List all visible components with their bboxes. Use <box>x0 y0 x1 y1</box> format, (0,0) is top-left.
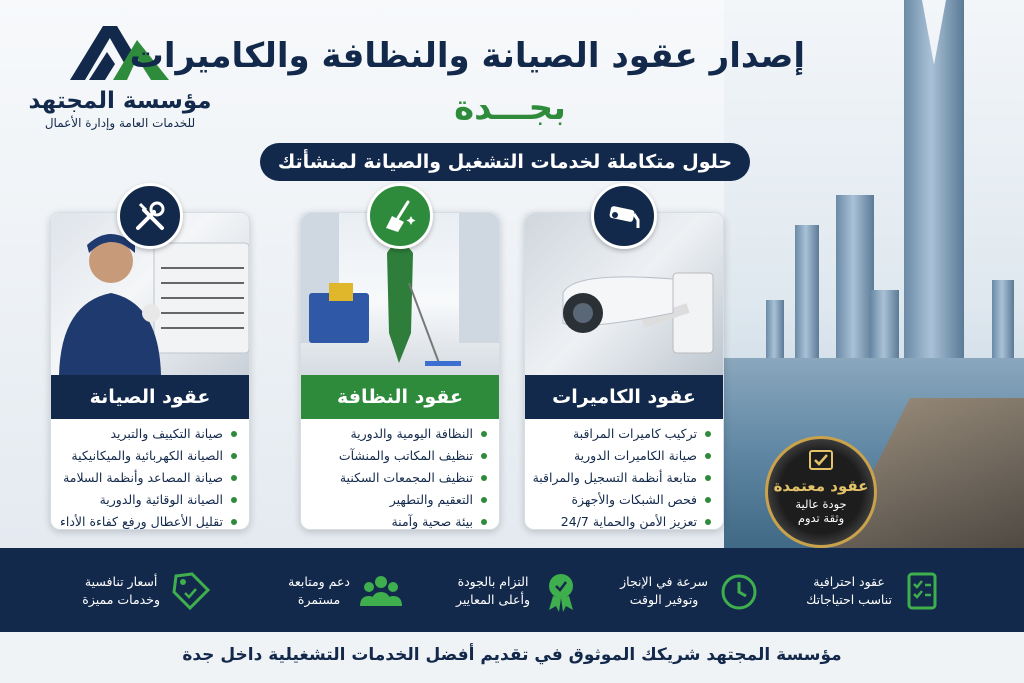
cameras-badge <box>591 183 657 249</box>
card-maintenance <box>50 212 250 530</box>
list-item: صيانة التكييف والتبريد <box>61 423 239 445</box>
feature-line-1: أسعار تنافسية <box>84 574 158 589</box>
clock-icon <box>716 568 762 614</box>
cameras-list <box>532 423 713 533</box>
feature-line-1: عقود احترافية <box>813 574 885 589</box>
maintenance-badge <box>117 183 183 249</box>
card-cleaning <box>300 212 500 530</box>
feature-line-2: تناسب احتياجاتك <box>806 592 892 607</box>
cleaning-list <box>311 423 489 533</box>
list-item: الصيانة الوقائية والدورية <box>61 489 239 511</box>
feature-line-2: وأعلى المعايير <box>456 592 530 607</box>
team-support-icon <box>358 568 404 614</box>
cleaning-badge <box>367 183 433 249</box>
card-cameras <box>524 212 724 530</box>
maintenance-list <box>61 423 239 533</box>
price-tag-icon <box>168 568 214 614</box>
certified-seal <box>765 436 877 548</box>
city-title: بجـــدة <box>454 88 566 128</box>
certificate-check-icon <box>808 449 834 471</box>
list-item: تركيب كاميرات المراقبة <box>535 423 713 445</box>
list-item: تعزيز الأمن والحماية 24/7 <box>535 511 713 533</box>
feature-line-1: سرعة في الإنجاز <box>620 574 708 589</box>
list-item: فحص الشبكات والأجهزة <box>535 489 713 511</box>
list-item: متابعة أنظمة التسجيل والمراقبة <box>535 467 713 489</box>
list-item: التعقيم والتطهير <box>311 489 489 511</box>
list-item: الصيانة الكهربائية والميكانيكية <box>61 445 239 467</box>
seal-line-2: وثقة تدوم <box>797 511 845 525</box>
list-item: تنظيف المجمعات السكنية <box>311 467 489 489</box>
feature-contracts <box>806 566 946 616</box>
feature-line-1: التزام بالجودة <box>457 574 529 589</box>
feature-quality <box>456 566 584 616</box>
feature-support <box>288 566 404 616</box>
quality-award-icon <box>538 568 584 614</box>
list-item: النظافة اليومية والدورية <box>311 423 489 445</box>
brand-name: مؤسسة المجتهد <box>28 88 212 114</box>
list-item: تقليل الأعطال ورفع كفاءة الأداء <box>61 511 239 533</box>
broom-icon <box>380 196 420 236</box>
features-band <box>0 548 1024 632</box>
checklist-icon <box>900 568 946 614</box>
footer-tagline: مؤسسة المجتهد شريكك الموثوق في تقديم أفضل الخدمات التشغيلية داخل جدة <box>0 632 1024 683</box>
feature-speed <box>620 566 762 616</box>
cameras-title: عقود الكاميرات <box>525 375 723 419</box>
list-item: بيئة صحية وآمنة <box>311 511 489 533</box>
subtitle-pill: حلول متكاملة لخدمات التشغيل والصيانة لمنشأتك <box>260 143 750 181</box>
wrench-screwdriver-icon <box>130 196 170 236</box>
seal-title: عقود معتمدة <box>773 477 869 495</box>
feature-line-2: مستمرة <box>297 592 341 607</box>
seal-line-1: جودة عالية <box>795 497 847 511</box>
cleaning-title: عقود النظافة <box>301 375 499 419</box>
security-camera-icon <box>604 196 644 236</box>
list-item: صيانة الكاميرات الدورية <box>535 445 713 467</box>
feature-line-1: دعم ومتابعة <box>288 574 350 589</box>
list-item: صيانة المصاعد وأنظمة السلامة <box>61 467 239 489</box>
feature-line-2: وخدمات مميزة <box>82 592 160 607</box>
feature-line-2: وتوفير الوقت <box>629 592 699 607</box>
page-title: إصدار عقود الصيانة والنظافة والكاميرات <box>129 36 805 76</box>
maintenance-title: عقود الصيانة <box>51 375 249 419</box>
feature-prices <box>82 566 214 616</box>
brand-tagline: للخدمات العامة وإدارة الأعمال <box>44 116 196 130</box>
list-item: تنظيف المكاتب والمنشآت <box>311 445 489 467</box>
